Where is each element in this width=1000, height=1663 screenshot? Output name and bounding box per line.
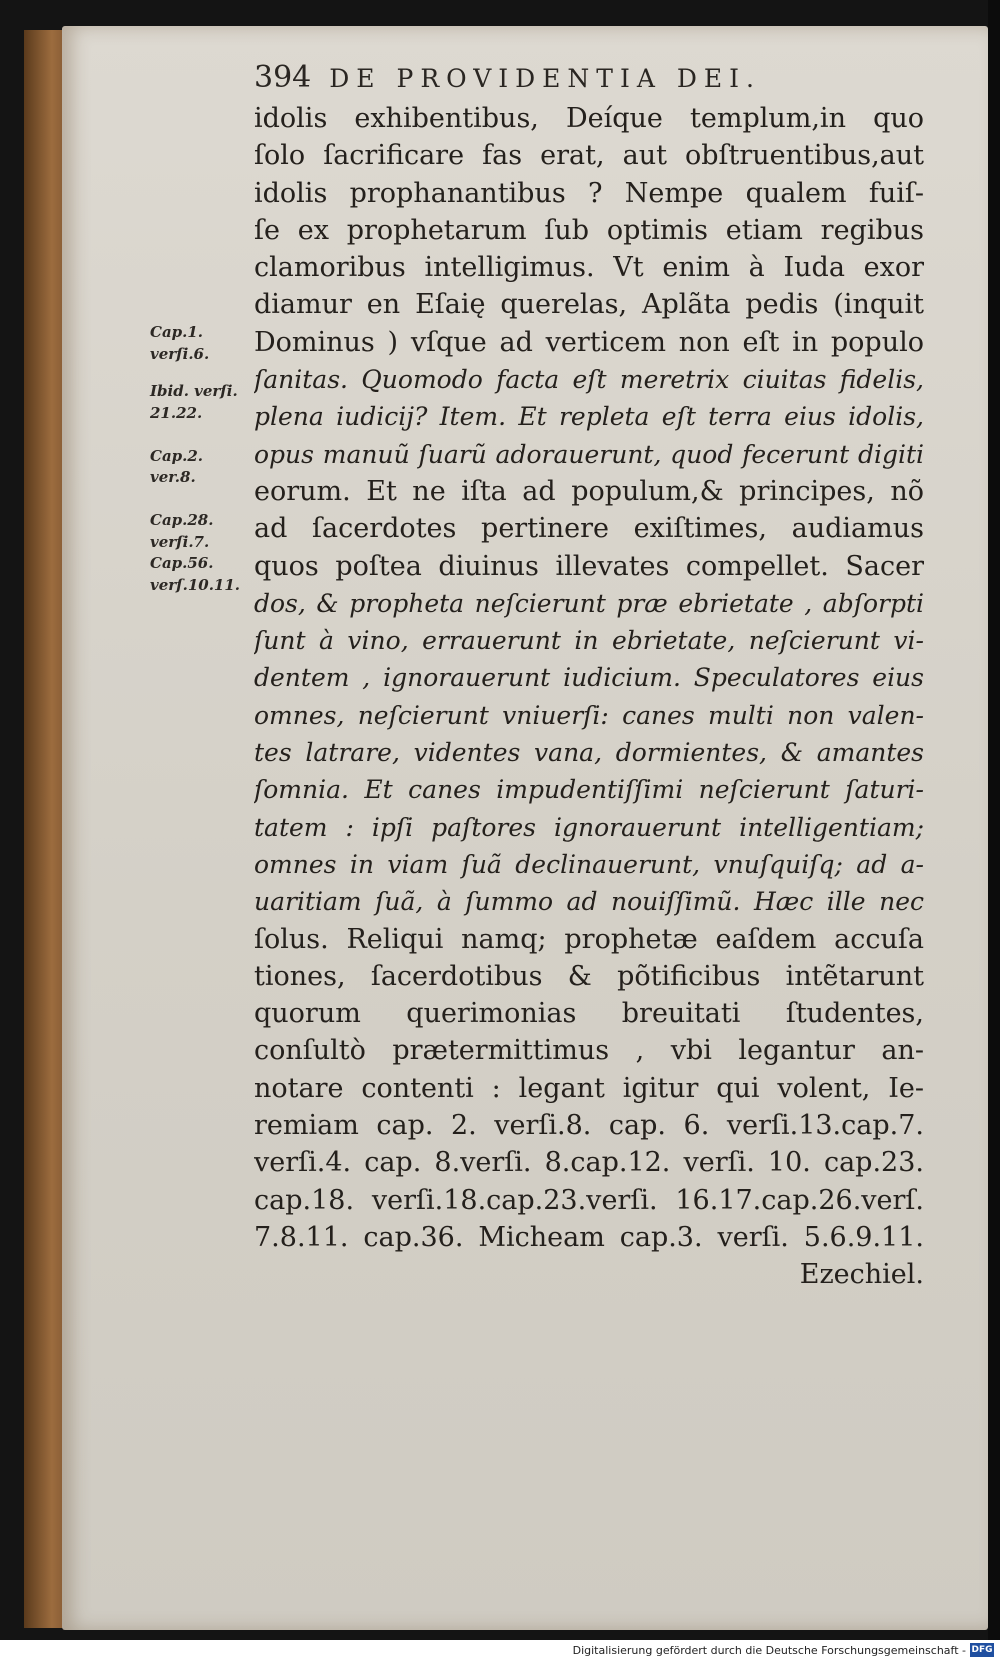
margin-note-spacer bbox=[150, 489, 248, 511]
text-line: plena iudicij? Item. Et repleta eſt terra eius idolis, bbox=[254, 402, 924, 432]
text-line: omnes in viam ſuã declinauerunt, vnuſquiſq; ad a- bbox=[254, 849, 924, 879]
margin-note-spacer bbox=[150, 424, 248, 446]
text-line: ſunt à vino, errauerunt in ebrietate, neſcierunt vi- bbox=[254, 626, 924, 656]
text-line: verſi.4. cap. 8.verſi. 8.cap.12. verſi. 10. cap.23. bbox=[254, 1147, 924, 1179]
margin-note: 21.22. bbox=[150, 403, 203, 422]
text-line: Dominus ) vſque ad verticem non eſt in populo bbox=[254, 326, 924, 358]
text-line: ad ſacerdotes pertinere exiſtimes, audiamus bbox=[254, 513, 924, 545]
text-line: omnes, neſcierunt vniuerſi: canes multi non valen- bbox=[254, 700, 924, 730]
dfg-logo: DFG bbox=[971, 1645, 993, 1655]
margin-note: verſi.6. bbox=[150, 344, 210, 363]
text-line: diamur en Eſaię querelas, Aplãta pedis (inquit bbox=[254, 289, 924, 321]
text-line: quorum querimonias breuitati ſtudentes, bbox=[254, 998, 924, 1030]
margin-note: Cap.56. bbox=[150, 554, 214, 572]
text-line: conſultò prætermittimus , vbi legantur an- bbox=[254, 1035, 924, 1067]
text-line: clamoribus intelligimus. Vt enim à Iuda exor bbox=[254, 252, 924, 284]
text-line: tatem : ipſi paſtores ignorauerunt intelligentiam; bbox=[254, 812, 924, 842]
margin-note: Cap.28. bbox=[150, 511, 214, 529]
catchword: Ezechiel. bbox=[799, 1259, 924, 1291]
text-line: quos poſtea diuinus illevates compellet. Sacer bbox=[254, 550, 924, 582]
text-line: eorum. Et ne iſta ad populum,& principes, nõ bbox=[254, 475, 924, 507]
margin-note: verſ.10.11. bbox=[150, 575, 241, 594]
digitization-credit: Digitalisierung gefördert durch die Deutsche Forschungsgemeinschaft - bbox=[572, 1644, 966, 1657]
text-line: idolis prophanantibus ? Nempe qualem fuiſ- bbox=[254, 177, 924, 209]
margin-note: verſi.7. bbox=[150, 532, 210, 551]
margin-note: ver.8. bbox=[150, 468, 196, 486]
running-head-title: DE PROVIDENTIA DEI. bbox=[329, 64, 761, 93]
text-line: ſolus. Reliqui namq; prophetæ eaſdem accuſa bbox=[254, 923, 924, 955]
margin-note: Cap.2. bbox=[150, 446, 204, 465]
text-line: tes latrare, videntes vana, dormientes, & amantes bbox=[254, 738, 924, 768]
text-line: dos, & propheta neſcierunt præ ebrietate , abſorpti bbox=[254, 588, 924, 618]
text-line: dentem , ignorauerunt iudicium. Speculatores eius bbox=[254, 663, 924, 693]
margin-note: Cap.1. bbox=[150, 323, 204, 341]
text-line: 7.8.11. cap.36. Micheam cap.3. verſi. 5.6.9.11. bbox=[254, 1221, 924, 1253]
body-text bbox=[254, 100, 924, 1294]
margin-note: Ibid. verſi. bbox=[150, 382, 238, 400]
text-line: remiam cap. 2. verſi.8. cap. 6. verſi.13.cap.7. bbox=[254, 1110, 924, 1142]
text-line: opus manuũ ſuarũ adorauerunt, quod fecerunt digiti bbox=[254, 439, 924, 469]
text-line: idolis exhibentibus, Deíque templum,in quo bbox=[254, 103, 924, 134]
running-head bbox=[254, 60, 894, 100]
text-line: uaritiam ſuã, à ſummo ad nouiſſimũ. Hæc ille nec bbox=[254, 887, 924, 917]
margin-notes bbox=[150, 322, 248, 596]
text-line: ſolo ſacrificare fas erat, aut obſtruentibus,aut bbox=[254, 140, 924, 172]
scan-right-margin bbox=[988, 0, 1000, 1640]
text-line: ſe ex prophetarum ſub optimis etiam regibus bbox=[254, 214, 924, 246]
text-line: ſanitas. Quomodo facta eſt meretrix ciuitas fidelis, bbox=[254, 365, 924, 395]
page-number: 394 bbox=[254, 60, 312, 95]
text-line: notare contenti : legant igitur qui volent, Ie- bbox=[254, 1072, 924, 1104]
text-line: tiones, ſacerdotibus & põtificibus intẽtarunt bbox=[254, 960, 924, 992]
text-line: ſomnia. Et canes impudentiſſimi neſcierunt ſaturi- bbox=[254, 775, 924, 805]
text-line: cap.18. verſi.18.cap.23.verſi. 16.17.cap.26.verſ. bbox=[254, 1184, 924, 1216]
